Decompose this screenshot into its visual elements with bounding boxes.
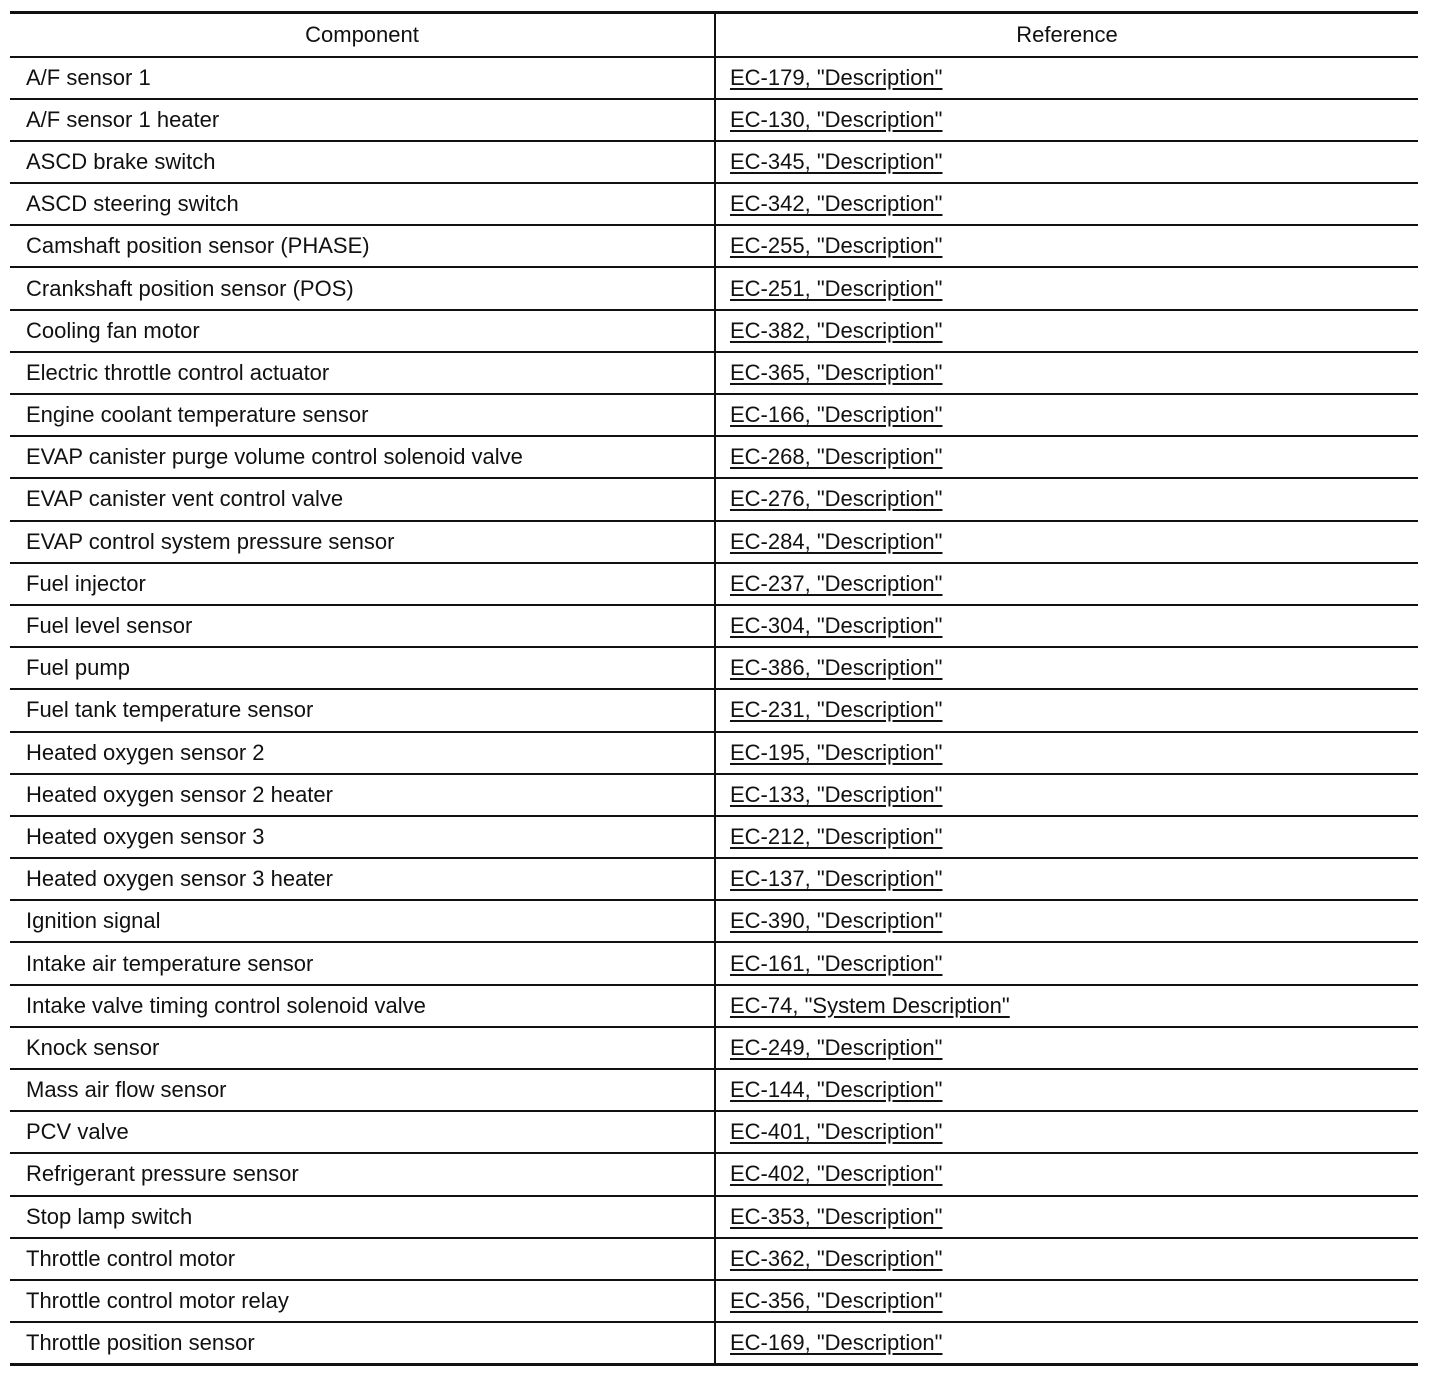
- component-cell: PCV valve: [10, 1111, 715, 1153]
- table-row: [10, 141, 1418, 183]
- component-cell: Crankshaft position sensor (POS): [10, 267, 715, 309]
- reference-link[interactable]: EC-382, "Description": [730, 317, 943, 343]
- reference-link[interactable]: EC-276, "Description": [730, 486, 943, 512]
- component-cell: Fuel level sensor: [10, 605, 715, 647]
- reference-cell: [715, 689, 1418, 731]
- component-cell: Throttle control motor relay: [10, 1280, 715, 1322]
- reference-link[interactable]: EC-268, "Description": [730, 444, 943, 470]
- reference-link[interactable]: EC-137, "Description": [730, 866, 943, 892]
- reference-link[interactable]: EC-212, "Description": [730, 823, 943, 849]
- reference-cell: [715, 1111, 1418, 1153]
- table-row: [10, 647, 1418, 689]
- table-body: [10, 57, 1418, 1365]
- table-row: [10, 99, 1418, 141]
- reference-link[interactable]: EC-195, "Description": [730, 739, 943, 765]
- table-row: [10, 352, 1418, 394]
- header-component: Component: [10, 13, 715, 57]
- component-cell: Heated oxygen sensor 2 heater: [10, 774, 715, 816]
- reference-cell: [715, 1069, 1418, 1111]
- reference-cell: [715, 647, 1418, 689]
- reference-link[interactable]: EC-249, "Description": [730, 1034, 943, 1060]
- reference-link[interactable]: EC-402, "Description": [730, 1161, 943, 1187]
- component-cell: Throttle position sensor: [10, 1322, 715, 1364]
- table-row: [10, 57, 1418, 99]
- table-row: [10, 1111, 1418, 1153]
- reference-link[interactable]: EC-179, "Description": [730, 64, 943, 90]
- component-cell: EVAP control system pressure sensor: [10, 521, 715, 563]
- reference-cell: [715, 563, 1418, 605]
- table-row: [10, 816, 1418, 858]
- table-row: [10, 858, 1418, 900]
- reference-cell: [715, 352, 1418, 394]
- component-cell: Intake valve timing control solenoid valve: [10, 985, 715, 1027]
- reference-link[interactable]: EC-231, "Description": [730, 697, 943, 723]
- reference-cell: [715, 816, 1418, 858]
- table-row: [10, 1027, 1418, 1069]
- component-cell: ASCD steering switch: [10, 183, 715, 225]
- component-cell: Fuel pump: [10, 647, 715, 689]
- table-row: [10, 689, 1418, 731]
- reference-cell: [715, 942, 1418, 984]
- reference-cell: [715, 732, 1418, 774]
- reference-link[interactable]: EC-345, "Description": [730, 148, 943, 174]
- table-row: [10, 1238, 1418, 1280]
- reference-link[interactable]: EC-161, "Description": [730, 950, 943, 976]
- reference-link[interactable]: EC-353, "Description": [730, 1203, 943, 1229]
- component-cell: Fuel tank temperature sensor: [10, 689, 715, 731]
- reference-cell: [715, 99, 1418, 141]
- table-row: [10, 605, 1418, 647]
- component-cell: A/F sensor 1: [10, 57, 715, 99]
- reference-link[interactable]: EC-237, "Description": [730, 570, 943, 596]
- reference-cell: [715, 1027, 1418, 1069]
- table-row: [10, 478, 1418, 520]
- component-cell: ASCD brake switch: [10, 141, 715, 183]
- reference-link[interactable]: EC-356, "Description": [730, 1288, 943, 1314]
- reference-cell: [715, 394, 1418, 436]
- component-cell: Knock sensor: [10, 1027, 715, 1069]
- reference-cell: [715, 1322, 1418, 1364]
- component-cell: Electric throttle control actuator: [10, 352, 715, 394]
- reference-link[interactable]: EC-169, "Description": [730, 1329, 943, 1355]
- reference-link[interactable]: EC-401, "Description": [730, 1119, 943, 1145]
- reference-cell: [715, 478, 1418, 520]
- reference-cell: [715, 900, 1418, 942]
- table-row: [10, 183, 1418, 225]
- table-row: [10, 774, 1418, 816]
- reference-cell: [715, 985, 1418, 1027]
- reference-cell: [715, 1238, 1418, 1280]
- table-row: [10, 900, 1418, 942]
- table-row: [10, 267, 1418, 309]
- table-row: [10, 1196, 1418, 1238]
- table-row: [10, 394, 1418, 436]
- reference-cell: [715, 183, 1418, 225]
- table-row: [10, 732, 1418, 774]
- reference-link[interactable]: EC-166, "Description": [730, 402, 943, 428]
- table-header-row: [10, 13, 1418, 57]
- reference-cell: [715, 267, 1418, 309]
- reference-cell: [715, 1196, 1418, 1238]
- component-cell: Mass air flow sensor: [10, 1069, 715, 1111]
- table-row: [10, 1322, 1418, 1364]
- table-row: [10, 310, 1418, 352]
- component-cell: EVAP canister vent control valve: [10, 478, 715, 520]
- reference-link[interactable]: EC-390, "Description": [730, 908, 943, 934]
- reference-cell: [715, 1153, 1418, 1195]
- component-cell: Heated oxygen sensor 3 heater: [10, 858, 715, 900]
- reference-cell: [715, 310, 1418, 352]
- table-row: [10, 563, 1418, 605]
- reference-link[interactable]: EC-342, "Description": [730, 191, 943, 217]
- reference-link[interactable]: EC-255, "Description": [730, 233, 943, 259]
- reference-cell: [715, 774, 1418, 816]
- reference-cell: [715, 436, 1418, 478]
- table-row: [10, 225, 1418, 267]
- table-row: [10, 1280, 1418, 1322]
- reference-cell: [715, 858, 1418, 900]
- reference-cell: [715, 1280, 1418, 1322]
- component-cell: Engine coolant temperature sensor: [10, 394, 715, 436]
- table-row: [10, 521, 1418, 563]
- reference-cell: [715, 141, 1418, 183]
- component-cell: Camshaft position sensor (PHASE): [10, 225, 715, 267]
- reference-link[interactable]: EC-362, "Description": [730, 1245, 943, 1271]
- reference-link[interactable]: EC-144, "Description": [730, 1077, 943, 1103]
- component-cell: Heated oxygen sensor 2: [10, 732, 715, 774]
- table-row: [10, 942, 1418, 984]
- component-cell: Stop lamp switch: [10, 1196, 715, 1238]
- table-row: [10, 436, 1418, 478]
- table-row: [10, 1069, 1418, 1111]
- component-cell: EVAP canister purge volume control solenoid valve: [10, 436, 715, 478]
- reference-link[interactable]: EC-133, "Description": [730, 781, 943, 807]
- table-row: [10, 1153, 1418, 1195]
- component-cell: Fuel injector: [10, 563, 715, 605]
- component-cell: Throttle control motor: [10, 1238, 715, 1280]
- component-cell: A/F sensor 1 heater: [10, 99, 715, 141]
- component-cell: Refrigerant pressure sensor: [10, 1153, 715, 1195]
- table-row: [10, 985, 1418, 1027]
- reference-link[interactable]: EC-365, "Description": [730, 359, 943, 385]
- header-reference: Reference: [715, 13, 1418, 57]
- component-cell: Ignition signal: [10, 900, 715, 942]
- reference-link[interactable]: EC-284, "Description": [730, 528, 943, 554]
- reference-cell: [715, 225, 1418, 267]
- reference-cell: [715, 605, 1418, 647]
- component-cell: Cooling fan motor: [10, 310, 715, 352]
- reference-cell: [715, 57, 1418, 99]
- component-cell: Heated oxygen sensor 3: [10, 816, 715, 858]
- reference-link[interactable]: EC-251, "Description": [730, 275, 943, 301]
- component-reference-table: [10, 11, 1418, 1366]
- reference-link[interactable]: EC-386, "Description": [730, 655, 943, 681]
- reference-link[interactable]: EC-304, "Description": [730, 613, 943, 639]
- reference-link[interactable]: EC-74, "System Description": [730, 992, 1010, 1018]
- reference-link[interactable]: EC-130, "Description": [730, 106, 943, 132]
- component-cell: Intake air temperature sensor: [10, 942, 715, 984]
- reference-cell: [715, 521, 1418, 563]
